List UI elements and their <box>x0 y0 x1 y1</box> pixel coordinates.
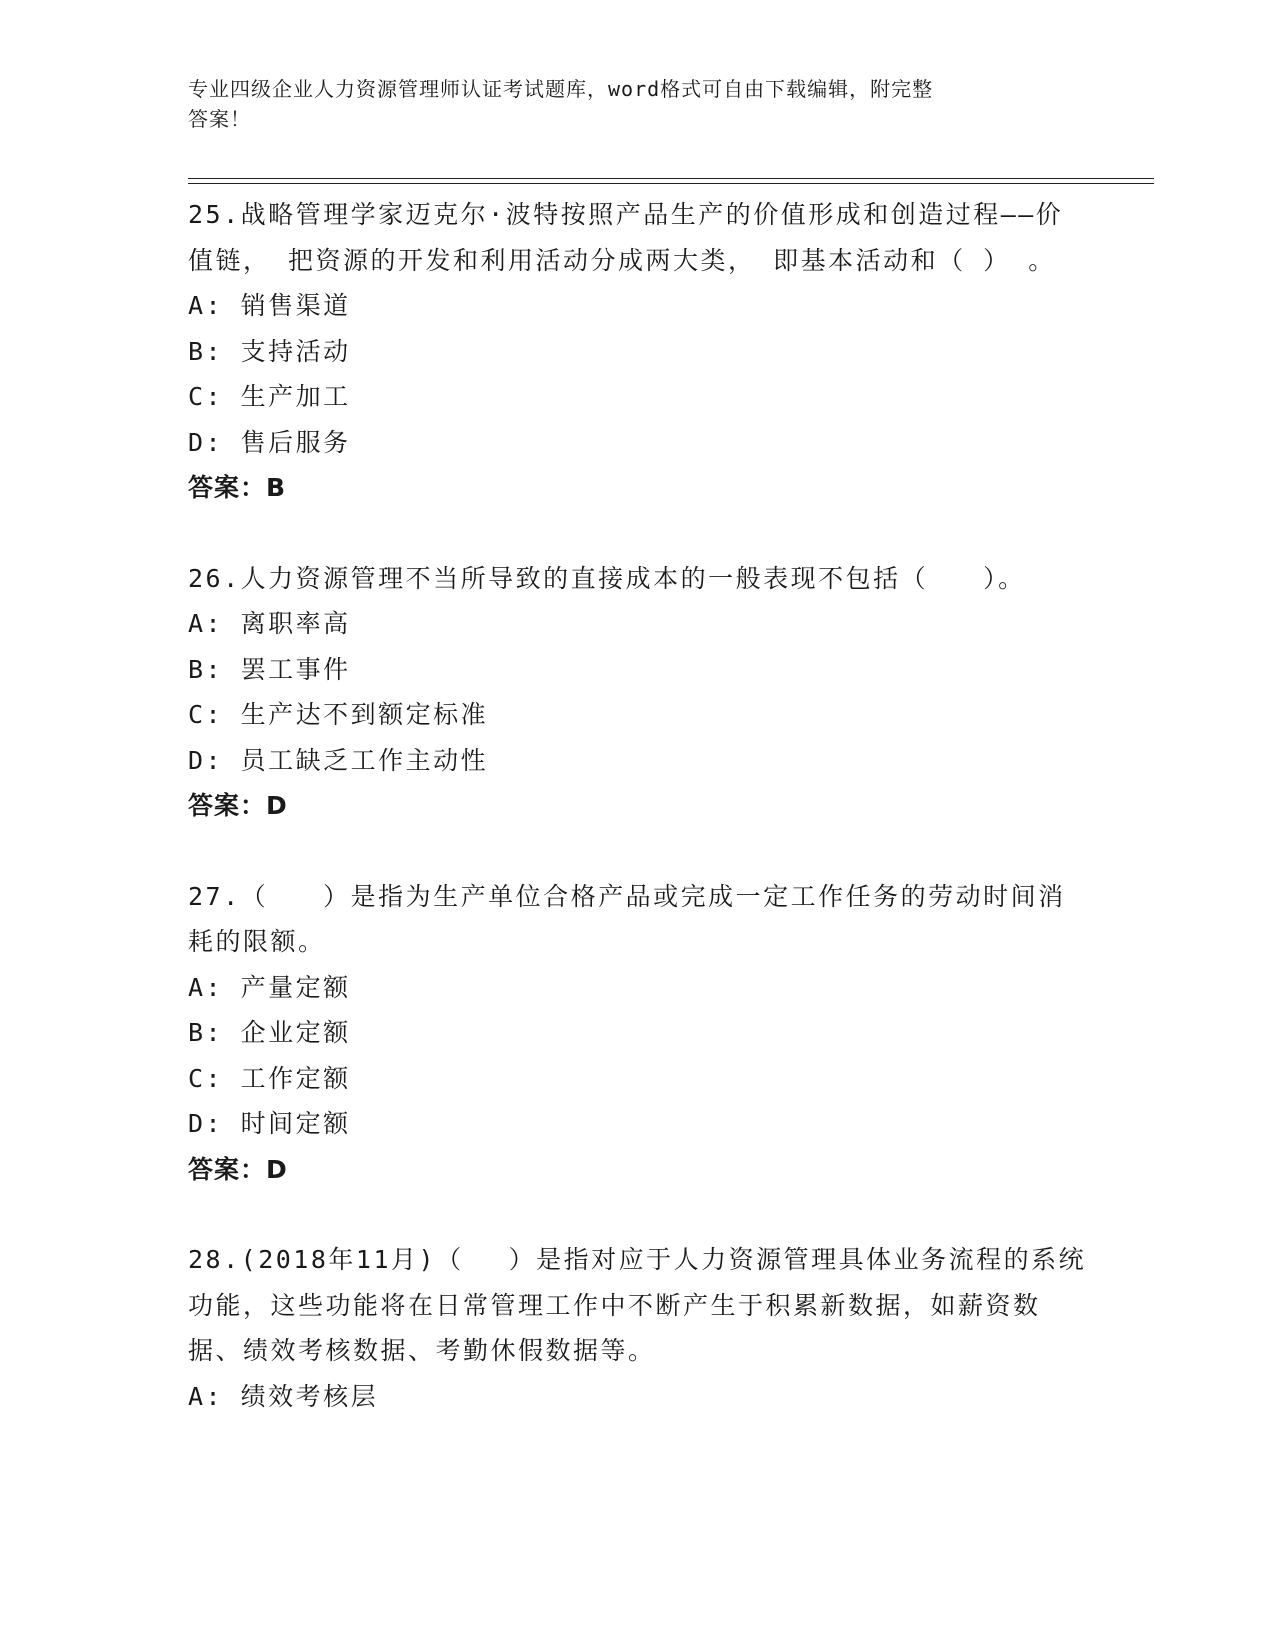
answer-label: 答案：D <box>188 791 288 820</box>
header-divider-bottom <box>188 183 1154 184</box>
header-line-1: 专业四级企业人力资源管理师认证考试题库，word格式可自由下载编辑，附完整 <box>188 77 934 101</box>
option-c: C: 生产达不到额定标准 <box>188 700 489 729</box>
header-line-2: 答案！ <box>188 107 251 131</box>
question-27 <box>188 874 1088 1193</box>
option-a: A: 离职率高 <box>188 609 351 638</box>
question-26 <box>188 556 1088 829</box>
option-b: B: 企业定额 <box>188 1018 351 1047</box>
question-stem: 28.(2018年11月)（ ）是指对应于人力资源管理具体业务流程的系统功能，这些功能将在日常管理工作中不断产生于积累新数据，如薪资数据、绩效考核数据、考勤休假数据等。 <box>188 1245 1087 1365</box>
option-a: A: 产量定额 <box>188 972 351 1002</box>
question-28 <box>188 1237 1088 1419</box>
question-stem: 27.（ ）是指为生产单位合格产品或完成一定工作任务的劳动时间消耗的限额。 <box>188 881 1066 956</box>
question-stem: 26.人力资源管理不当所导致的直接成本的一般表现不包括（ ）。 <box>188 563 1026 593</box>
question-25 <box>188 192 1088 511</box>
option-b: B: 罢工事件 <box>188 654 351 684</box>
answer-label: 答案：D <box>188 1154 288 1184</box>
option-c: C: 工作定额 <box>188 1063 351 1093</box>
question-list <box>188 192 1088 1464</box>
option-d: D: 售后服务 <box>188 427 351 457</box>
option-b: B: 支持活动 <box>188 336 351 366</box>
option-d: D: 员工缺乏工作主动性 <box>188 745 489 775</box>
option-a: A: 绩效考核层 <box>188 1381 379 1411</box>
header-divider-top <box>188 178 1154 179</box>
document-header <box>188 74 1068 134</box>
option-d: D: 时间定额 <box>188 1109 351 1138</box>
option-c: C: 生产加工 <box>188 382 351 411</box>
option-a: A: 销售渠道 <box>188 291 351 320</box>
answer-label: 答案：B <box>188 473 287 502</box>
question-stem: 25.战略管理学家迈克尔·波特按照产品生产的价值形成和创造过程——价值链， 把资源的开发和利用活动分成两大类， 即基本活动和（ ） 。 <box>188 200 1064 275</box>
